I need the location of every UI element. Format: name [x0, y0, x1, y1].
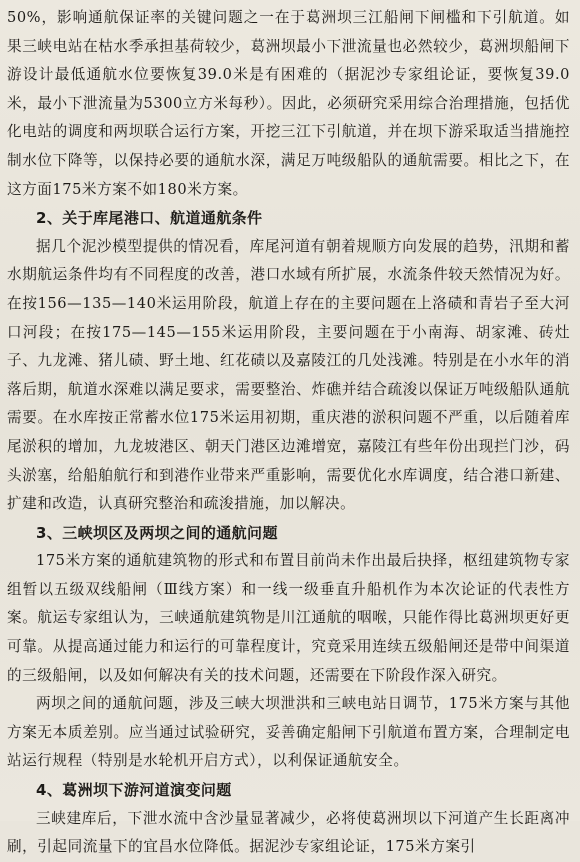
paragraph-navigation-structures: 175米方案的通航建筑物的形式和布置目前尚未作出最后抉择，枢纽建筑物专家组暂以五级双线船闸（Ⅲ线方案）和一线一级垂直升船机作为本次论证的代表性方案。航运专家组认为，三峡通航建筑物是川江通航的咽喉，只能作得比葛洲坝更好更可靠。从提高通过能力和运行的可靠程度计，究竟采用连续五级船闸还是带中间渠道的三级船闸，以及如何解决有关的技术问题，还需要在下阶段作深入研究。: [7, 552, 570, 684]
paragraph-between-two-dams: 两坝之间的通航问题，涉及三峡大坝泄洪和三峡电站日调节，175米方案与其他方案无本质差别。应当通过试验研究，妥善确定船闸下引航道布置方案，合理制定电站运行规程（特别是水轮机开启方式），以利保证通航安全。: [7, 695, 570, 770]
section-heading-dam-area-navigation: 3、三峡坝区及两坝之间的通航问题: [36, 523, 278, 542]
section-heading-reservoir-tail-ports: 2、关于库尾港口、航道通航条件: [36, 209, 263, 228]
paragraph-reservoir-tail-navigation: 据几个泥沙模型提供的情况看，库尾河道有朝着规顺方向发展的趋势，汛期和蓄水期航运条件均有不同程度的改善，港口水域有所扩展，水流条件较天然情况为好。在按156—135—140米运用阶段，航道上存在的主要问题在上洛碛和青岩子至大河口河段；在按175—145—155米运用阶段，主要问题在于小南海、胡家滩、砖灶子、九龙滩、猪儿碛、野土地、红花碛以及嘉陵江的几处浅滩。特别是在小水年的消落后期，航道水深难以满足要求，需要整治、炸礁并结合疏浚以保证万吨级船队通航需要。在水库按正常蓄水位175米运用初期，重庆港的淤积问题不严重，以后随着库尾淤积的增加，九龙坡港区、朝天门港区边滩增宽，嘉陵江有些年份出现拦门沙，码头淤塞，给船舶航行和到港作业带来严重影响，需要优化水库调度，结合港口新建、扩建和改造，认真研究整治和疏浚措施，加以解决。: [7, 237, 570, 513]
section-heading-downstream-river-evolution: 4、葛洲坝下游河道演变问题: [36, 781, 232, 800]
paragraph-downstream-erosion: 三峡建库后，下泄水流中含沙量显著减少，必将使葛洲坝以下河道产生长距离冲刷，引起同流量下的宜昌水位降低。据泥沙专家组论证，175米方案引: [7, 809, 570, 856]
paragraph-shiplock-water-depth: 50%，影响通航保证率的关键问题之一在于葛洲坝三江船闸下闸槛和下引航道。如果三峡电站在枯水季承担基荷较少，葛洲坝最小下泄流量也必然较少，葛洲坝船闸下游设计最低通航水位要恢复39.0米是有困难的（据泥沙专家组论证，要恢复39.0米，最小下泄流量为5300立方米每秒）。因此，必须研究采用综合治理措施，包括优化电站的调度和两坝联合运行方案，开挖三江下引航道，并在坝下游采取适当措施控制水位下降等，以保持必要的通航水深，满足万吨级船队的通航需要。相比之下，在这方面175米方案不如180米方案。: [7, 9, 570, 198]
